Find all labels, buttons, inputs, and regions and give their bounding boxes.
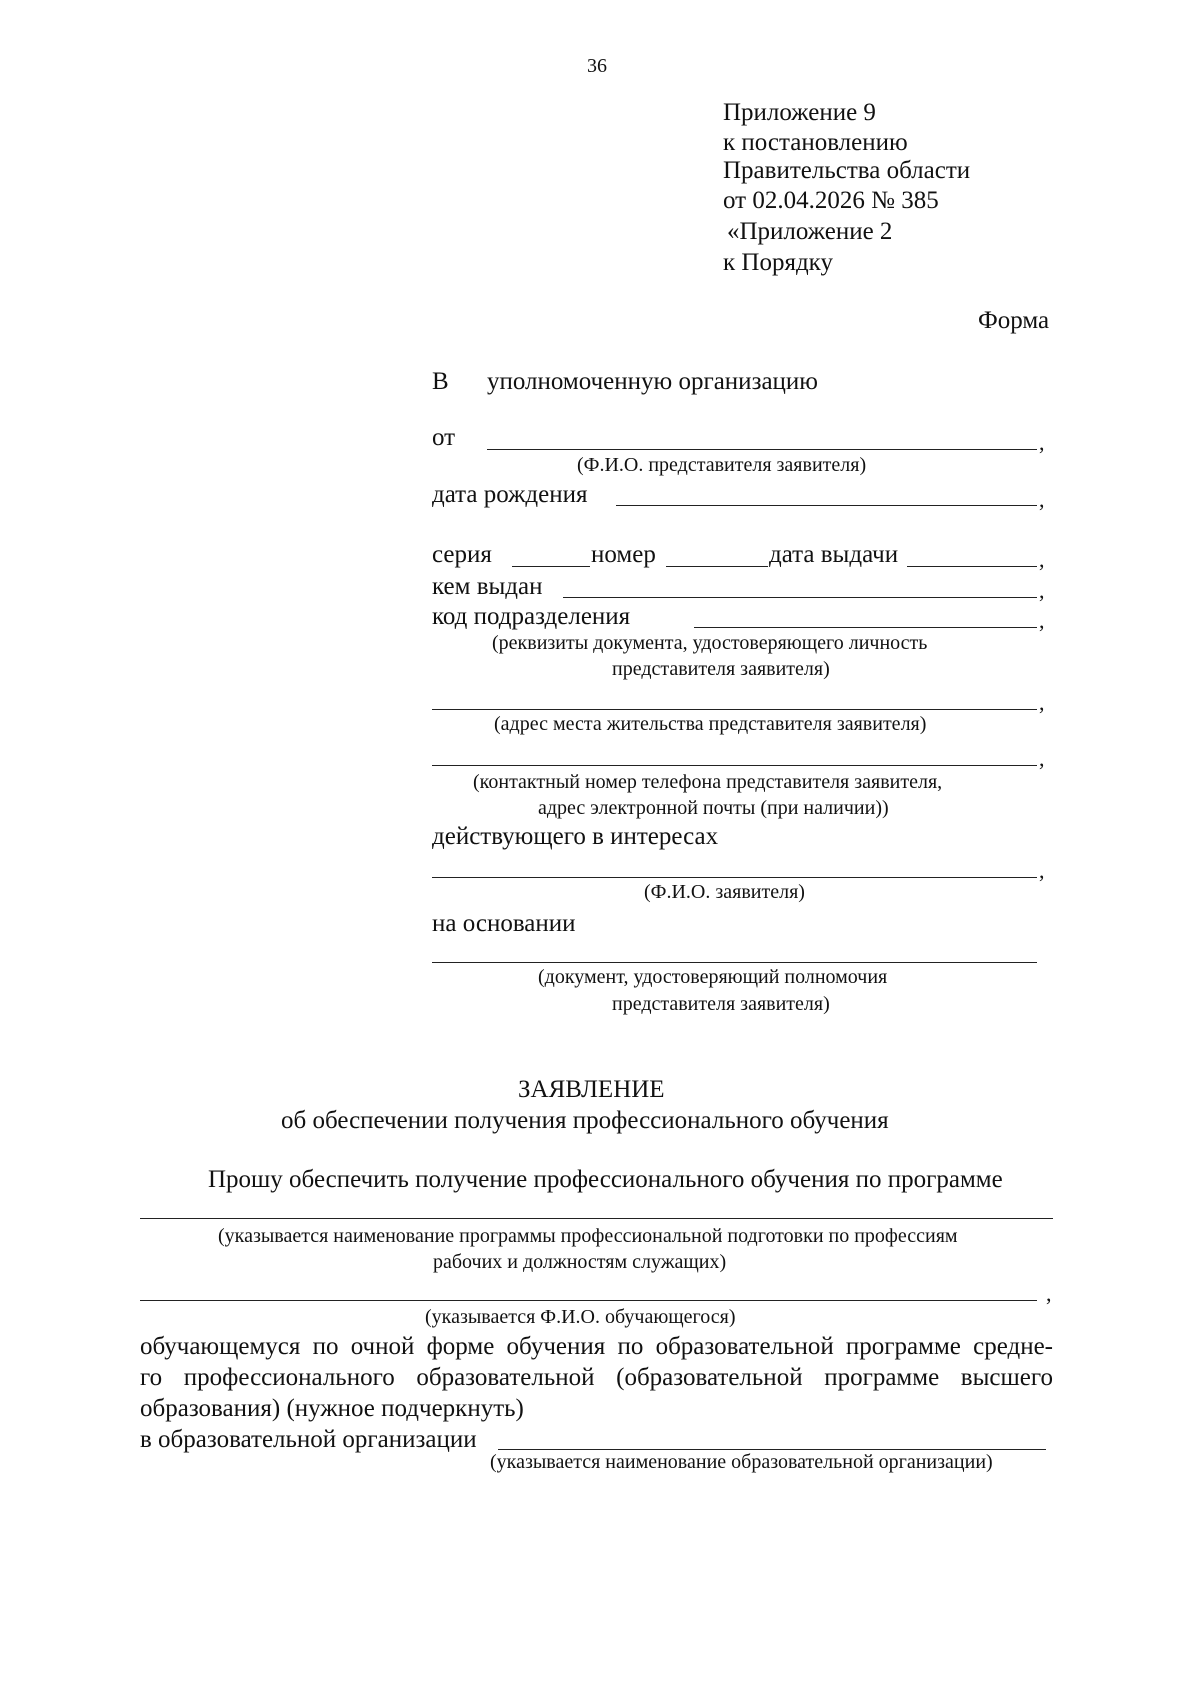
id-document-hint-2: представителя заявителя) [612,658,830,680]
appendix-line-2: к постановлению [723,129,908,156]
student-name-field[interactable] [140,1300,1037,1301]
acting-on-behalf-label: действующего в интересах [432,823,719,850]
comma: , [1039,746,1045,771]
student-hint: (указывается Ф.И.О. обучающегося) [425,1306,736,1328]
issued-by-field[interactable] [563,597,1037,598]
basis-field[interactable] [432,962,1037,963]
org-hint: (указывается наименование образовательной организации) [490,1451,993,1473]
appendix-line-5: «Приложение 2 [727,218,893,245]
applicant-hint: (Ф.И.О. заявителя) [644,881,805,903]
statement-subtitle: об обеспечении получения профессионального обучения [281,1107,889,1134]
comma: , [1039,430,1045,455]
contact-hint-2: адрес электронной почты (при наличии)) [538,797,889,819]
series-field[interactable] [512,566,590,567]
statement-title: ЗАЯВЛЕНИЕ [518,1076,665,1103]
dept-code-label: код подразделения [432,603,631,630]
contact-hint-1: (контактный номер телефона представителя заявителя, [473,771,943,793]
comma: , [1039,578,1045,603]
program-name-field[interactable] [140,1218,1053,1219]
basis-hint-2: представителя заявителя) [612,993,830,1015]
program-hint-2: рабочих и должностям служащих) [433,1251,727,1273]
paragraph-line-1: обучающемуся по очной форме обучения по образовательной программе средне- [140,1333,1053,1360]
address-field[interactable] [432,709,1037,710]
to-organization: уполномоченную организацию [487,368,818,395]
basis-label: на основании [432,910,576,937]
series-label: серия [432,541,492,568]
comma: , [1039,690,1045,715]
comma: , [1039,858,1045,883]
contact-field[interactable] [432,765,1037,766]
from-name-field[interactable] [487,449,1037,450]
issue-date-field[interactable] [907,566,1037,567]
comma: , [1039,547,1045,572]
address-hint: (адрес места жительства представителя заявителя) [494,713,927,735]
issue-date-label: дата выдачи [769,541,899,568]
to-prefix: В [432,368,449,395]
dept-code-field[interactable] [694,627,1037,628]
from-hint: (Ф.И.О. представителя заявителя) [577,454,867,476]
request-text: Прошу обеспечить получение профессионального обучения по программе [208,1166,1003,1193]
comma: , [1039,608,1045,633]
org-label: в образовательной организации [140,1426,477,1453]
number-field[interactable] [666,566,768,567]
number-label: номер [591,541,656,568]
program-hint-1: (указывается наименование программы профессиональной подготовки по профессиям [218,1225,958,1247]
appendix-line-1: Приложение 9 [723,99,876,126]
birth-date-label: дата рождения [432,481,588,508]
org-name-field[interactable] [498,1449,1046,1450]
issued-by-label: кем выдан [432,573,543,600]
basis-hint-1: (документ, удостоверяющий полномочия [538,966,888,988]
from-label: от [432,424,456,451]
appendix-line-3: Правительства области [723,157,971,184]
form-label: Форма [978,307,1050,334]
appendix-line-6: к Порядку [723,249,833,276]
paragraph-line-2: го профессионального образовательной (образовательной программе высшего [140,1364,1053,1391]
id-document-hint-1: (реквизиты документа, удостоверяющего личность [492,632,928,654]
comma: , [1046,1281,1052,1306]
paragraph-line-3: образования) (нужное подчеркнуть) [140,1395,524,1422]
page-number: 36 [587,55,607,77]
birth-date-field[interactable] [616,505,1037,506]
applicant-name-field[interactable] [432,877,1037,878]
comma: , [1039,487,1045,512]
appendix-line-4: от 02.04.2026 № 385 [723,187,939,214]
